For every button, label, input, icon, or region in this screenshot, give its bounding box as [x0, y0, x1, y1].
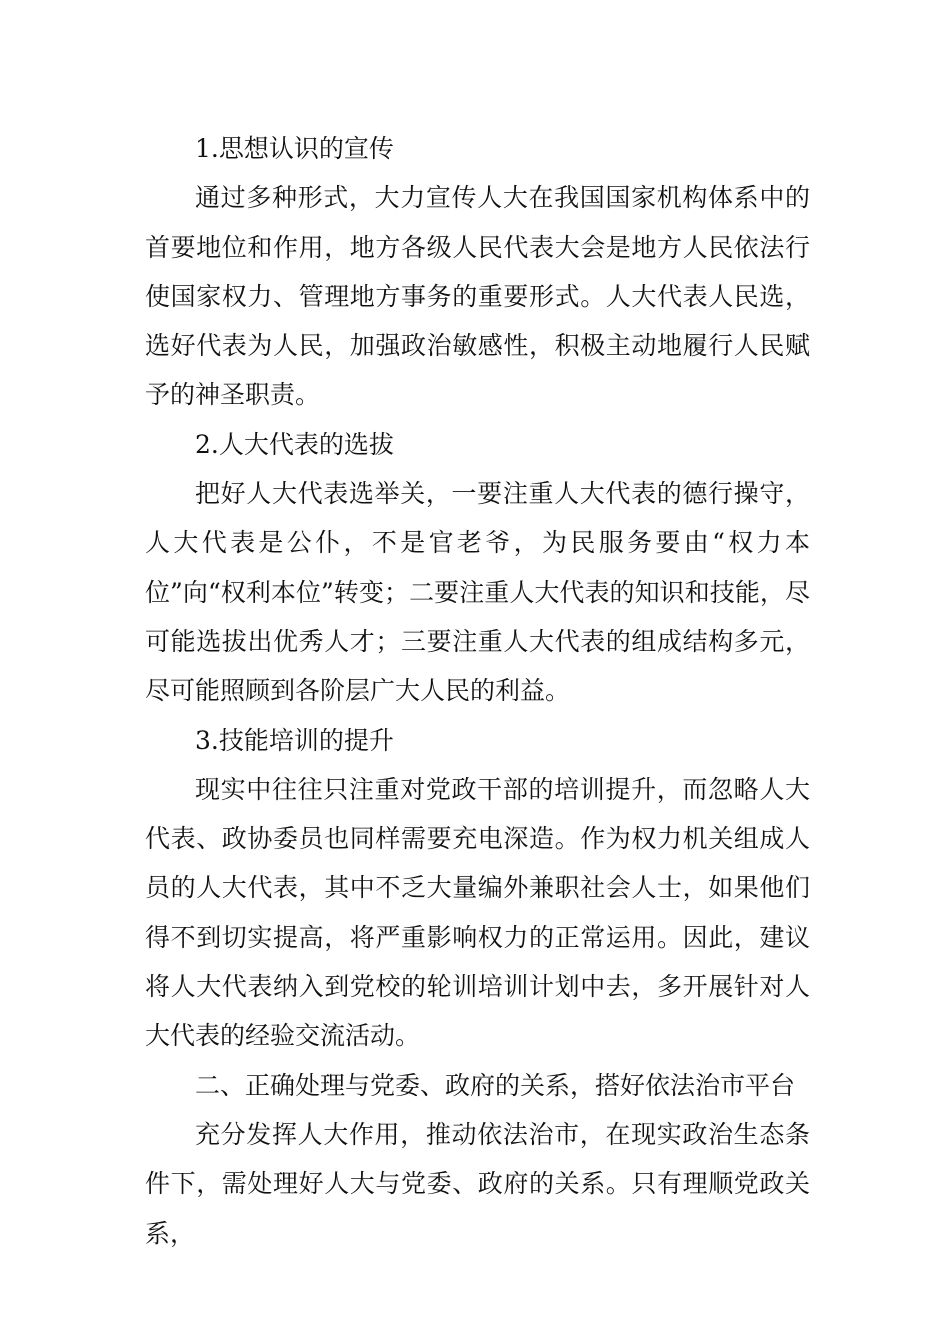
- paragraph-training: 现实中往往只注重对党政干部的培训提升，而忽略人大代表、政协委员也同样需要充电深造。作为权力机关组成人员的人大代表，其中不乏大量编外兼职社会人士，如果他们得不到切实提高，将严重影响权力的正常运用。因此，建议将人大代表纳入到党校的轮训培训计划中去，多开展针对人大代表的经验交流活动。: [145, 774, 810, 1051]
- document-body: [145, 124, 810, 1258]
- chapter-heading-2: 二、正确处理与党委、政府的关系，搭好依法治市平台: [195, 1070, 796, 1100]
- section-heading-2: 2.人大代表的选拔: [195, 429, 394, 459]
- section-heading-1: 1.思想认识的宣传: [195, 134, 394, 163]
- paragraph-publicity: 通过多种形式，大力宣传人大在我国国家机构体系中的首要地位和作用，地方各级人民代表大会是地方人民依法行使国家权力、管理地方事务的重要形式。人大代表人民选，选好代表为人民，加强政治敏感性，积极主动地履行人民赋予的神圣职责。: [145, 183, 810, 410]
- section-heading-3: 3.技能培训的提升: [195, 725, 394, 755]
- paragraph-relations: 充分发挥人大作用，推动依法治市，在现实政治生态条件下，需处理好人大与党委、政府的关系。只有理顺党政关系，: [145, 1119, 810, 1248]
- paragraph-selection: 把好人大代表选举关，一要注重人大代表的德行操守，人大代表是公仆，不是官老爷，为民服务要由“权力本位”向“权利本位”转变；二要注重人大代表的知识和技能，尽可能选拔出优秀人才；三要注重人大代表的组成结构多元，尽可能照顾到各阶层广大人民的利益。: [145, 479, 810, 706]
